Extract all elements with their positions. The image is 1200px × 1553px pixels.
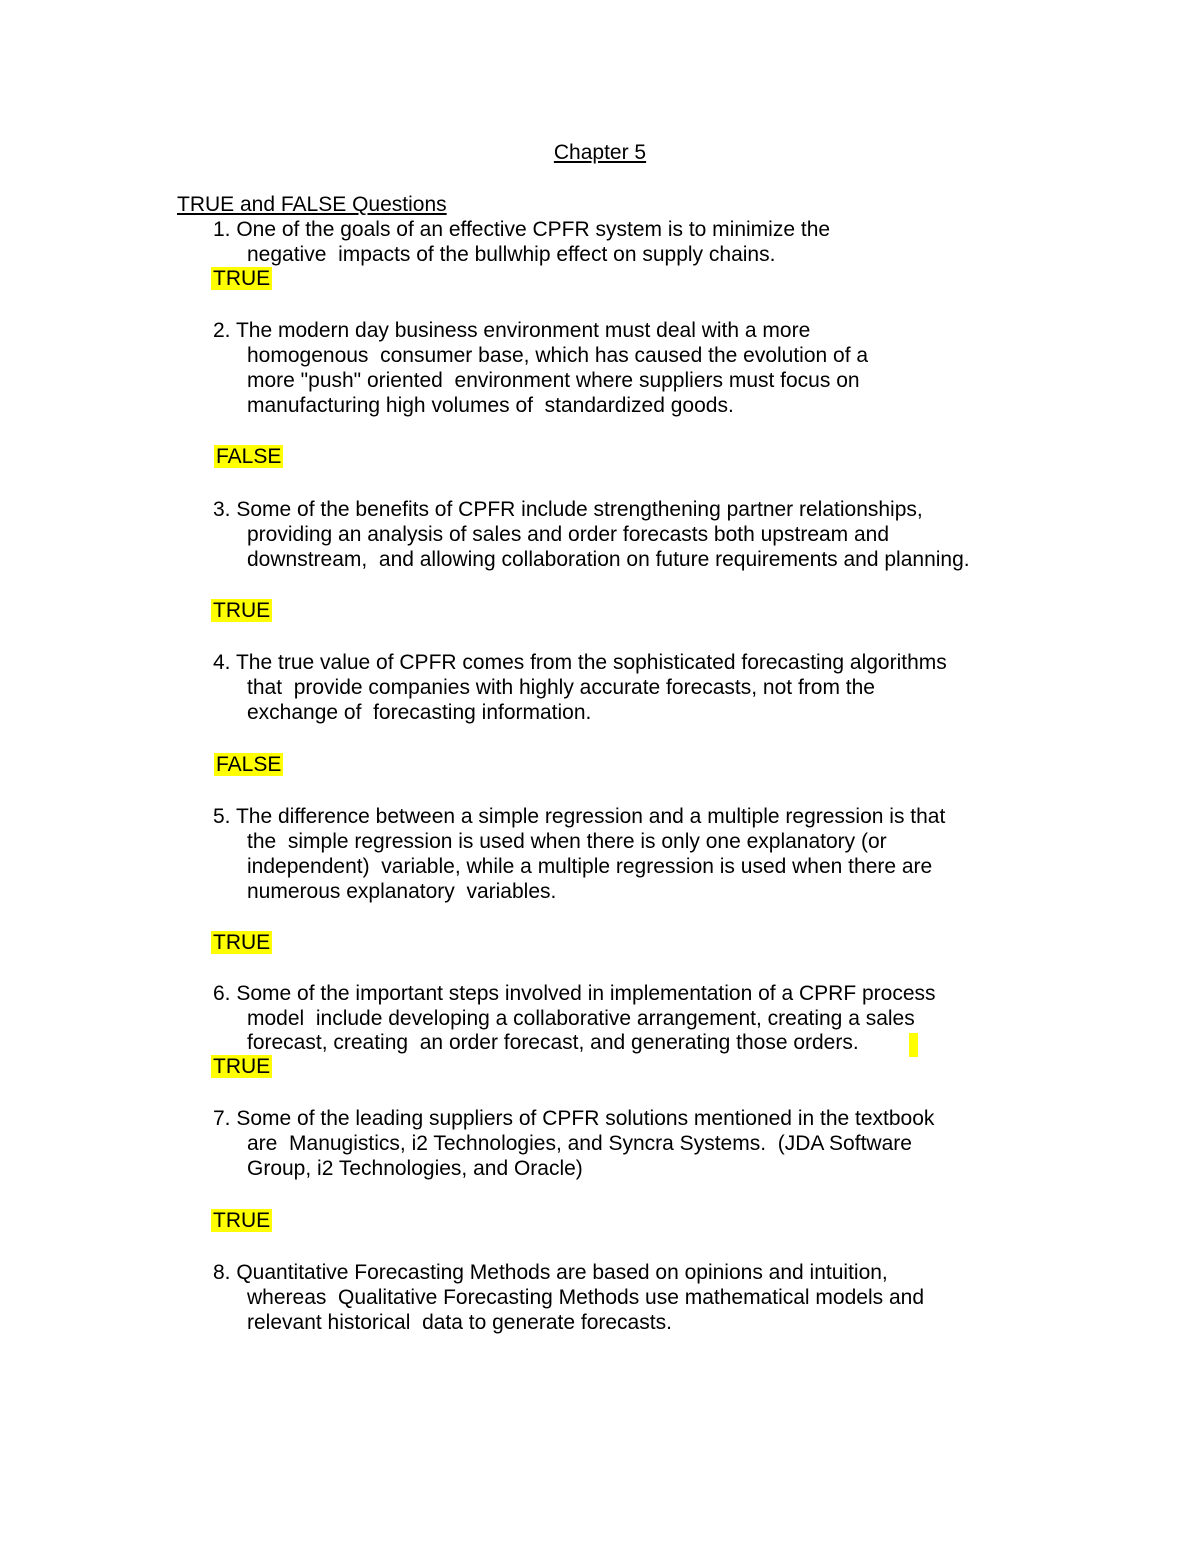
page-title — [0, 140, 1200, 166]
question-text-line: 7. Some of the leading suppliers of CPFR solutions mentioned in the textbook — [213, 1107, 935, 1130]
answer-highlight: TRUE — [213, 599, 271, 622]
question-text-line: numerous explanatory variables. — [247, 880, 557, 903]
question-text-line: that provide companies with highly accurate forecasts, not from the — [247, 676, 875, 699]
question-text-line: 2. The modern day business environment must deal with a more — [213, 319, 811, 342]
answer-highlight: TRUE — [213, 1209, 271, 1232]
question-text-line: exchange of forecasting information. — [247, 701, 592, 724]
question-text-line: 3. Some of the benefits of CPFR include strengthening partner relationships, — [213, 498, 923, 521]
answer-label — [211, 266, 272, 291]
question-text-line: 6. Some of the important steps involved in implementation of a CPRF process — [213, 982, 936, 1005]
highlight-marker — [909, 1033, 918, 1057]
section-heading: TRUE and FALSE Questions — [177, 193, 447, 216]
answer-label — [214, 752, 283, 777]
answer-highlight: TRUE — [213, 267, 271, 290]
question-text-line: downstream, and allowing collaboration on future requirements and planning. — [247, 548, 970, 571]
answer-highlight: TRUE — [213, 1055, 271, 1078]
question-text-line: 4. The true value of CPFR comes from the sophisticated forecasting algorithms — [213, 651, 947, 674]
question-text-line: homogenous consumer base, which has caused the evolution of a — [247, 344, 869, 367]
question-text-line: forecast, creating an order forecast, and generating those orders. — [247, 1031, 859, 1054]
answer-label — [211, 930, 272, 955]
answer-highlight: TRUE — [213, 931, 271, 954]
question-text-line: model include developing a collaborative arrangement, creating a sales — [247, 1007, 915, 1030]
question-text-line: 5. The difference between a simple regression and a multiple regression is that — [213, 805, 946, 828]
answer-highlight: FALSE — [216, 753, 282, 776]
question-text-line: providing an analysis of sales and order forecasts both upstream and — [247, 523, 890, 546]
question-text-line: more "push" oriented environment where suppliers must focus on — [247, 369, 860, 392]
question-text-line: are Manugistics, i2 Technologies, and Syncra Systems. (JDA Software — [247, 1132, 912, 1155]
answer-label — [211, 598, 272, 623]
question-text-line: Group, i2 Technologies, and Oracle) — [247, 1157, 583, 1180]
question-text-line: independent) variable, while a multiple regression is used when there are — [247, 855, 933, 878]
question-text-line: manufacturing high volumes of standardized goods. — [247, 394, 734, 417]
question-text-line: negative impacts of the bullwhip effect on supply chains. — [247, 243, 776, 266]
answer-label — [211, 1208, 272, 1233]
question-text-line: 1. One of the goals of an effective CPFR system is to minimize the — [213, 218, 831, 241]
question-text-line: 8. Quantitative Forecasting Methods are based on opinions and intuition, — [213, 1261, 888, 1284]
answer-label — [211, 1054, 272, 1079]
answer-label — [214, 444, 283, 469]
question-text-line: the simple regression is used when there is only one explanatory (or — [247, 830, 887, 853]
page-title-text: Chapter 5 — [553, 141, 647, 164]
answer-highlight: FALSE — [216, 445, 282, 468]
question-text-line: whereas Qualitative Forecasting Methods use mathematical models and — [247, 1286, 925, 1309]
question-text-line: relevant historical data to generate forecasts. — [247, 1311, 672, 1334]
